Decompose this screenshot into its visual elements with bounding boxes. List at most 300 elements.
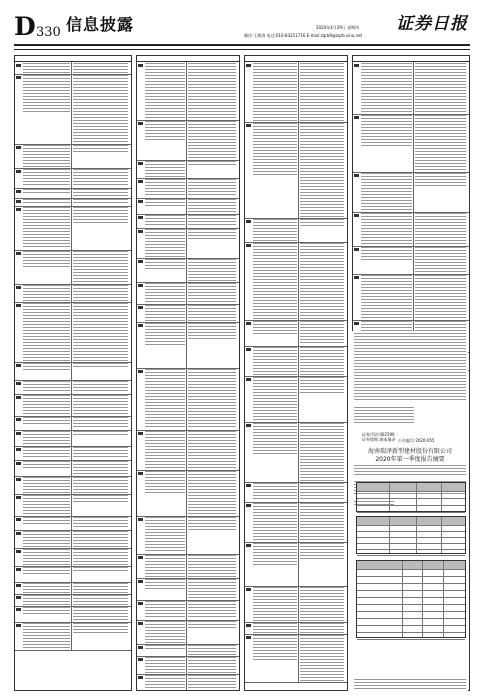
row-number-mark (246, 484, 251, 487)
row-number-mark (16, 462, 21, 465)
publication-date: 2020年4月29日 星期四 (316, 25, 360, 30)
table-cell (299, 376, 345, 422)
table-row (15, 548, 131, 567)
table-row (15, 362, 131, 381)
table-row (15, 530, 131, 549)
table-cell (187, 322, 237, 368)
table-row (245, 346, 347, 377)
row-number-mark (246, 624, 251, 627)
table-row (137, 178, 239, 199)
table-cell (299, 320, 345, 346)
table-cell (252, 502, 298, 542)
table-cell (414, 172, 467, 212)
column-divider (186, 62, 187, 691)
table-cell (187, 368, 237, 430)
table-row (15, 416, 131, 431)
row-number-mark (246, 124, 251, 127)
column-3 (244, 55, 348, 691)
table-cell (22, 198, 71, 206)
row-number-mark (138, 370, 143, 373)
table-row (15, 516, 131, 531)
column-2 (136, 55, 240, 691)
row-number-mark (16, 76, 21, 79)
table-cell (187, 554, 237, 578)
table-cell (22, 548, 71, 566)
table-row (137, 160, 239, 179)
table-cell (72, 188, 129, 198)
table-cell (22, 460, 71, 476)
row-number-mark (138, 676, 143, 679)
table-row (137, 62, 239, 121)
table-row (353, 212, 469, 247)
row-number-mark (354, 174, 359, 177)
table-cell (187, 656, 237, 674)
table-row (137, 120, 239, 161)
table-cell (144, 62, 186, 120)
table-cell (187, 644, 237, 656)
table-cell (360, 274, 413, 320)
table-row (245, 122, 347, 219)
table-cell (187, 228, 237, 258)
row-number-mark (16, 382, 21, 385)
table-cell (299, 586, 345, 622)
row-number-mark (16, 550, 21, 553)
row-number-mark (246, 636, 251, 639)
table-cell (22, 594, 71, 606)
table-cell (187, 620, 237, 644)
table-row (15, 284, 131, 303)
table-row (245, 634, 347, 683)
table-cell (144, 120, 186, 160)
row-number-mark (246, 544, 251, 547)
row-number-mark (138, 64, 143, 67)
table-cell (22, 362, 71, 380)
table-cell (72, 446, 129, 460)
column-divider (413, 62, 414, 370)
table-cell (252, 218, 298, 242)
row-number-mark (354, 64, 359, 67)
table-cell (72, 168, 129, 188)
table-cell (22, 62, 71, 74)
row-number-mark (246, 424, 251, 427)
table-row (245, 482, 347, 503)
table-cell (252, 62, 298, 122)
table-cell (187, 470, 237, 516)
row-number-mark (16, 364, 21, 367)
table-cell (187, 62, 237, 120)
table-cell (22, 622, 71, 650)
table-row (245, 502, 347, 543)
table-cell (22, 530, 71, 548)
table-row (245, 218, 347, 243)
table-row (15, 380, 131, 395)
table-cell (414, 62, 467, 114)
table-cell (187, 198, 237, 214)
table-cell (72, 250, 129, 284)
row-number-mark (138, 622, 143, 625)
table-cell (72, 430, 129, 446)
table-cell (299, 634, 345, 682)
table-cell (144, 656, 186, 674)
page-number: 330 (36, 25, 61, 40)
table-row (15, 446, 131, 461)
table-cell (187, 600, 237, 620)
row-number-mark (16, 496, 21, 499)
table-cell (22, 416, 71, 430)
table-cell (414, 246, 467, 274)
column-table (15, 62, 131, 690)
column-table (137, 62, 239, 690)
row-number-mark (16, 596, 21, 599)
table-cell (22, 516, 71, 530)
table-cell (22, 284, 71, 302)
table-row (137, 578, 239, 601)
row-number-mark (16, 208, 21, 211)
table-cell (252, 422, 298, 482)
table-row (353, 246, 469, 275)
row-number-mark (246, 348, 251, 351)
table-cell (22, 206, 71, 250)
table-cell (72, 362, 129, 380)
row-number-mark (16, 418, 21, 421)
row-number-mark (16, 304, 21, 307)
row-number-mark (246, 244, 251, 247)
table-cell (22, 394, 71, 416)
table-cell (414, 212, 467, 246)
table-row (245, 422, 347, 483)
column-divider (71, 62, 72, 650)
row-number-mark (138, 658, 143, 661)
table-row (137, 674, 239, 691)
row-number-mark (16, 432, 21, 435)
table-row (245, 586, 347, 623)
table-cell (299, 242, 345, 320)
row-number-mark (16, 624, 21, 627)
table-cell (187, 674, 237, 691)
table-cell (22, 606, 71, 622)
row-number-mark (246, 322, 251, 325)
table-column-divider (416, 483, 417, 511)
table-cell (187, 282, 237, 304)
table-cell (72, 594, 129, 606)
row-number-mark (16, 170, 21, 173)
table-cell (299, 218, 345, 242)
financial-data-table (356, 516, 466, 554)
table-row (137, 258, 239, 283)
notice-body-text (354, 679, 466, 689)
table-cell (72, 74, 129, 144)
table-row (15, 144, 131, 169)
table-cell (22, 168, 71, 188)
table-cell (299, 62, 345, 122)
row-number-mark (16, 584, 21, 587)
table-row (137, 554, 239, 579)
table-row (137, 282, 239, 305)
table-cell (144, 322, 186, 368)
row-number-mark (16, 568, 21, 571)
table-cell (72, 566, 129, 582)
table-row (245, 320, 347, 347)
table-cell (72, 622, 129, 650)
editor-contact-line: 制作:王敬涛 电话:010-83251716 E-mail:zqrb9@zqrb.sina.net (244, 33, 363, 38)
table-cell (144, 516, 186, 554)
table-cell (187, 214, 237, 228)
table-cell (187, 430, 237, 470)
section-letter: D (14, 12, 36, 41)
row-number-mark (354, 248, 359, 251)
table-row (137, 430, 239, 471)
table-cell (144, 160, 186, 178)
table-cell (72, 548, 129, 566)
table-cell (299, 422, 345, 482)
table-row (15, 206, 131, 251)
table-row (353, 62, 469, 115)
table-row (15, 250, 131, 285)
table-cell (187, 160, 237, 178)
table-cell (72, 494, 129, 516)
table-cell (144, 214, 186, 228)
table-column-divider (416, 517, 417, 553)
row-number-mark (16, 146, 21, 149)
table-cell (72, 284, 129, 302)
table-row (245, 62, 347, 123)
row-number-mark (246, 64, 251, 67)
table-row (15, 566, 131, 583)
table-row (245, 376, 347, 423)
table-row (15, 476, 131, 495)
notice-body-text (354, 465, 466, 477)
row-number-mark (246, 220, 251, 223)
row-number-mark (16, 252, 21, 255)
table-row (15, 622, 131, 651)
row-number-mark (16, 190, 21, 193)
table-cell (22, 74, 71, 144)
company-name: 海南瑞泽新型建材股份有限公司 (367, 448, 452, 455)
table-cell (414, 114, 467, 172)
row-number-mark (354, 322, 359, 325)
table-cell (299, 622, 345, 634)
table-row (137, 304, 239, 323)
row-number-mark (138, 122, 143, 125)
table-row (137, 368, 239, 431)
table-row (15, 168, 131, 189)
table-column-divider (443, 561, 444, 637)
table-column-divider (389, 483, 390, 511)
table-cell (187, 578, 237, 600)
table-cell (252, 482, 298, 502)
table-cell (72, 516, 129, 530)
row-number-mark (16, 608, 21, 611)
section-title: 信息披露 (66, 15, 135, 34)
table-column-divider (441, 483, 442, 511)
row-number-mark (16, 532, 21, 535)
row-number-mark (138, 230, 143, 233)
table-cell (144, 368, 186, 430)
table-cell (360, 246, 413, 274)
table-row (245, 242, 347, 321)
table-row (15, 394, 131, 417)
table-row (137, 198, 239, 215)
masthead-rule-thick (14, 44, 470, 46)
table-cell (360, 114, 413, 172)
table-cell (144, 620, 186, 644)
table-cell (72, 206, 129, 250)
row-number-mark (16, 396, 21, 399)
table-row (245, 542, 347, 587)
row-number-mark (246, 378, 251, 381)
table-cell (252, 634, 298, 682)
table-row (353, 172, 469, 213)
table-row (357, 549, 465, 556)
table-cell (22, 446, 71, 460)
column-1 (14, 55, 132, 691)
table-column-divider (389, 517, 390, 553)
table-cell (72, 416, 129, 430)
table-row (137, 214, 239, 229)
row-number-mark (138, 180, 143, 183)
row-number-mark (138, 200, 143, 203)
table-cell (22, 566, 71, 582)
row-number-mark (138, 260, 143, 263)
table-cell (72, 198, 129, 206)
row-number-mark (16, 518, 21, 521)
row-number-mark (16, 478, 21, 481)
table-cell (144, 198, 186, 214)
announcement-number: 公告编号:2020-055 (398, 438, 435, 443)
row-number-mark (138, 518, 143, 521)
table-row (137, 516, 239, 555)
table-cell (299, 542, 345, 586)
report-title: 2020年第一季度报告摘要 (375, 456, 445, 463)
row-number-mark (138, 472, 143, 475)
table-cell (22, 476, 71, 494)
table-cell (252, 346, 298, 376)
table-cell (252, 122, 298, 218)
table-row (137, 620, 239, 645)
table-cell (187, 178, 237, 198)
table-cell (360, 212, 413, 246)
table-cell (144, 644, 186, 656)
table-cell (144, 258, 186, 282)
table-cell (299, 502, 345, 542)
table-row (137, 656, 239, 675)
table-cell (187, 304, 237, 322)
table-cell (22, 380, 71, 394)
table-cell (22, 188, 71, 198)
table-cell (414, 274, 467, 320)
table-cell (299, 482, 345, 502)
table-row (15, 494, 131, 517)
row-number-mark (354, 276, 359, 279)
table-row (137, 228, 239, 259)
table-cell (72, 380, 129, 394)
stock-code: 证券代码:002596 (362, 432, 395, 437)
table-column-divider (422, 561, 423, 637)
table-column-divider (402, 561, 403, 637)
row-number-mark (16, 448, 21, 451)
table-cell (144, 470, 186, 516)
table-cell (72, 144, 129, 168)
table-row (15, 606, 131, 623)
table-cell (299, 122, 345, 218)
table-cell (144, 430, 186, 470)
row-number-mark (138, 216, 143, 219)
stock-abbreviation: 证券简称:海南瑞泽 (362, 437, 396, 442)
column-table (245, 62, 347, 690)
table-cell (72, 476, 129, 494)
table-row (353, 114, 469, 173)
table-cell (299, 346, 345, 376)
table-cell (187, 516, 237, 554)
column-divider (298, 62, 299, 682)
table-cell (22, 494, 71, 516)
table-row (15, 430, 131, 447)
row-number-mark (16, 286, 21, 289)
table-row (137, 600, 239, 621)
table-row (357, 632, 465, 640)
table-row (15, 302, 131, 363)
table-cell (144, 178, 186, 198)
masthead-rule-thin (14, 49, 470, 50)
table-cell (187, 258, 237, 282)
table-row (15, 74, 131, 145)
table-cell (252, 586, 298, 622)
table-cell (360, 62, 413, 114)
table-cell (360, 172, 413, 212)
notice-body-text (354, 333, 466, 401)
notice-body-text (354, 407, 414, 425)
table-cell (144, 578, 186, 600)
table-cell (22, 582, 71, 594)
table-cell (252, 376, 298, 422)
row-number-mark (138, 556, 143, 559)
table-cell (252, 320, 298, 346)
row-number-mark (138, 306, 143, 309)
table-cell (22, 430, 71, 446)
table-cell (144, 304, 186, 322)
row-number-mark (138, 432, 143, 435)
table-cell (72, 530, 129, 548)
row-number-mark (138, 162, 143, 165)
table-cell (144, 554, 186, 578)
table-cell (252, 242, 298, 320)
row-number-mark (138, 602, 143, 605)
table-row (353, 274, 469, 321)
table-cell (72, 606, 129, 622)
table-cell (22, 144, 71, 168)
table-cell (252, 542, 298, 586)
row-number-mark (138, 580, 143, 583)
table-row (15, 460, 131, 477)
table-cell (72, 582, 129, 594)
table-row (137, 322, 239, 369)
table-cell (144, 282, 186, 304)
row-number-mark (246, 588, 251, 591)
financial-data-table (356, 560, 466, 638)
table-cell (144, 228, 186, 258)
table-cell (22, 302, 71, 362)
table-row (357, 505, 465, 513)
table-cell (144, 600, 186, 620)
table-cell (187, 120, 237, 160)
row-number-mark (138, 324, 143, 327)
row-number-mark (246, 504, 251, 507)
table-column-divider (441, 517, 442, 553)
table-row (137, 470, 239, 517)
table-cell (144, 674, 186, 691)
row-number-mark (354, 214, 359, 217)
table-cell (22, 250, 71, 284)
